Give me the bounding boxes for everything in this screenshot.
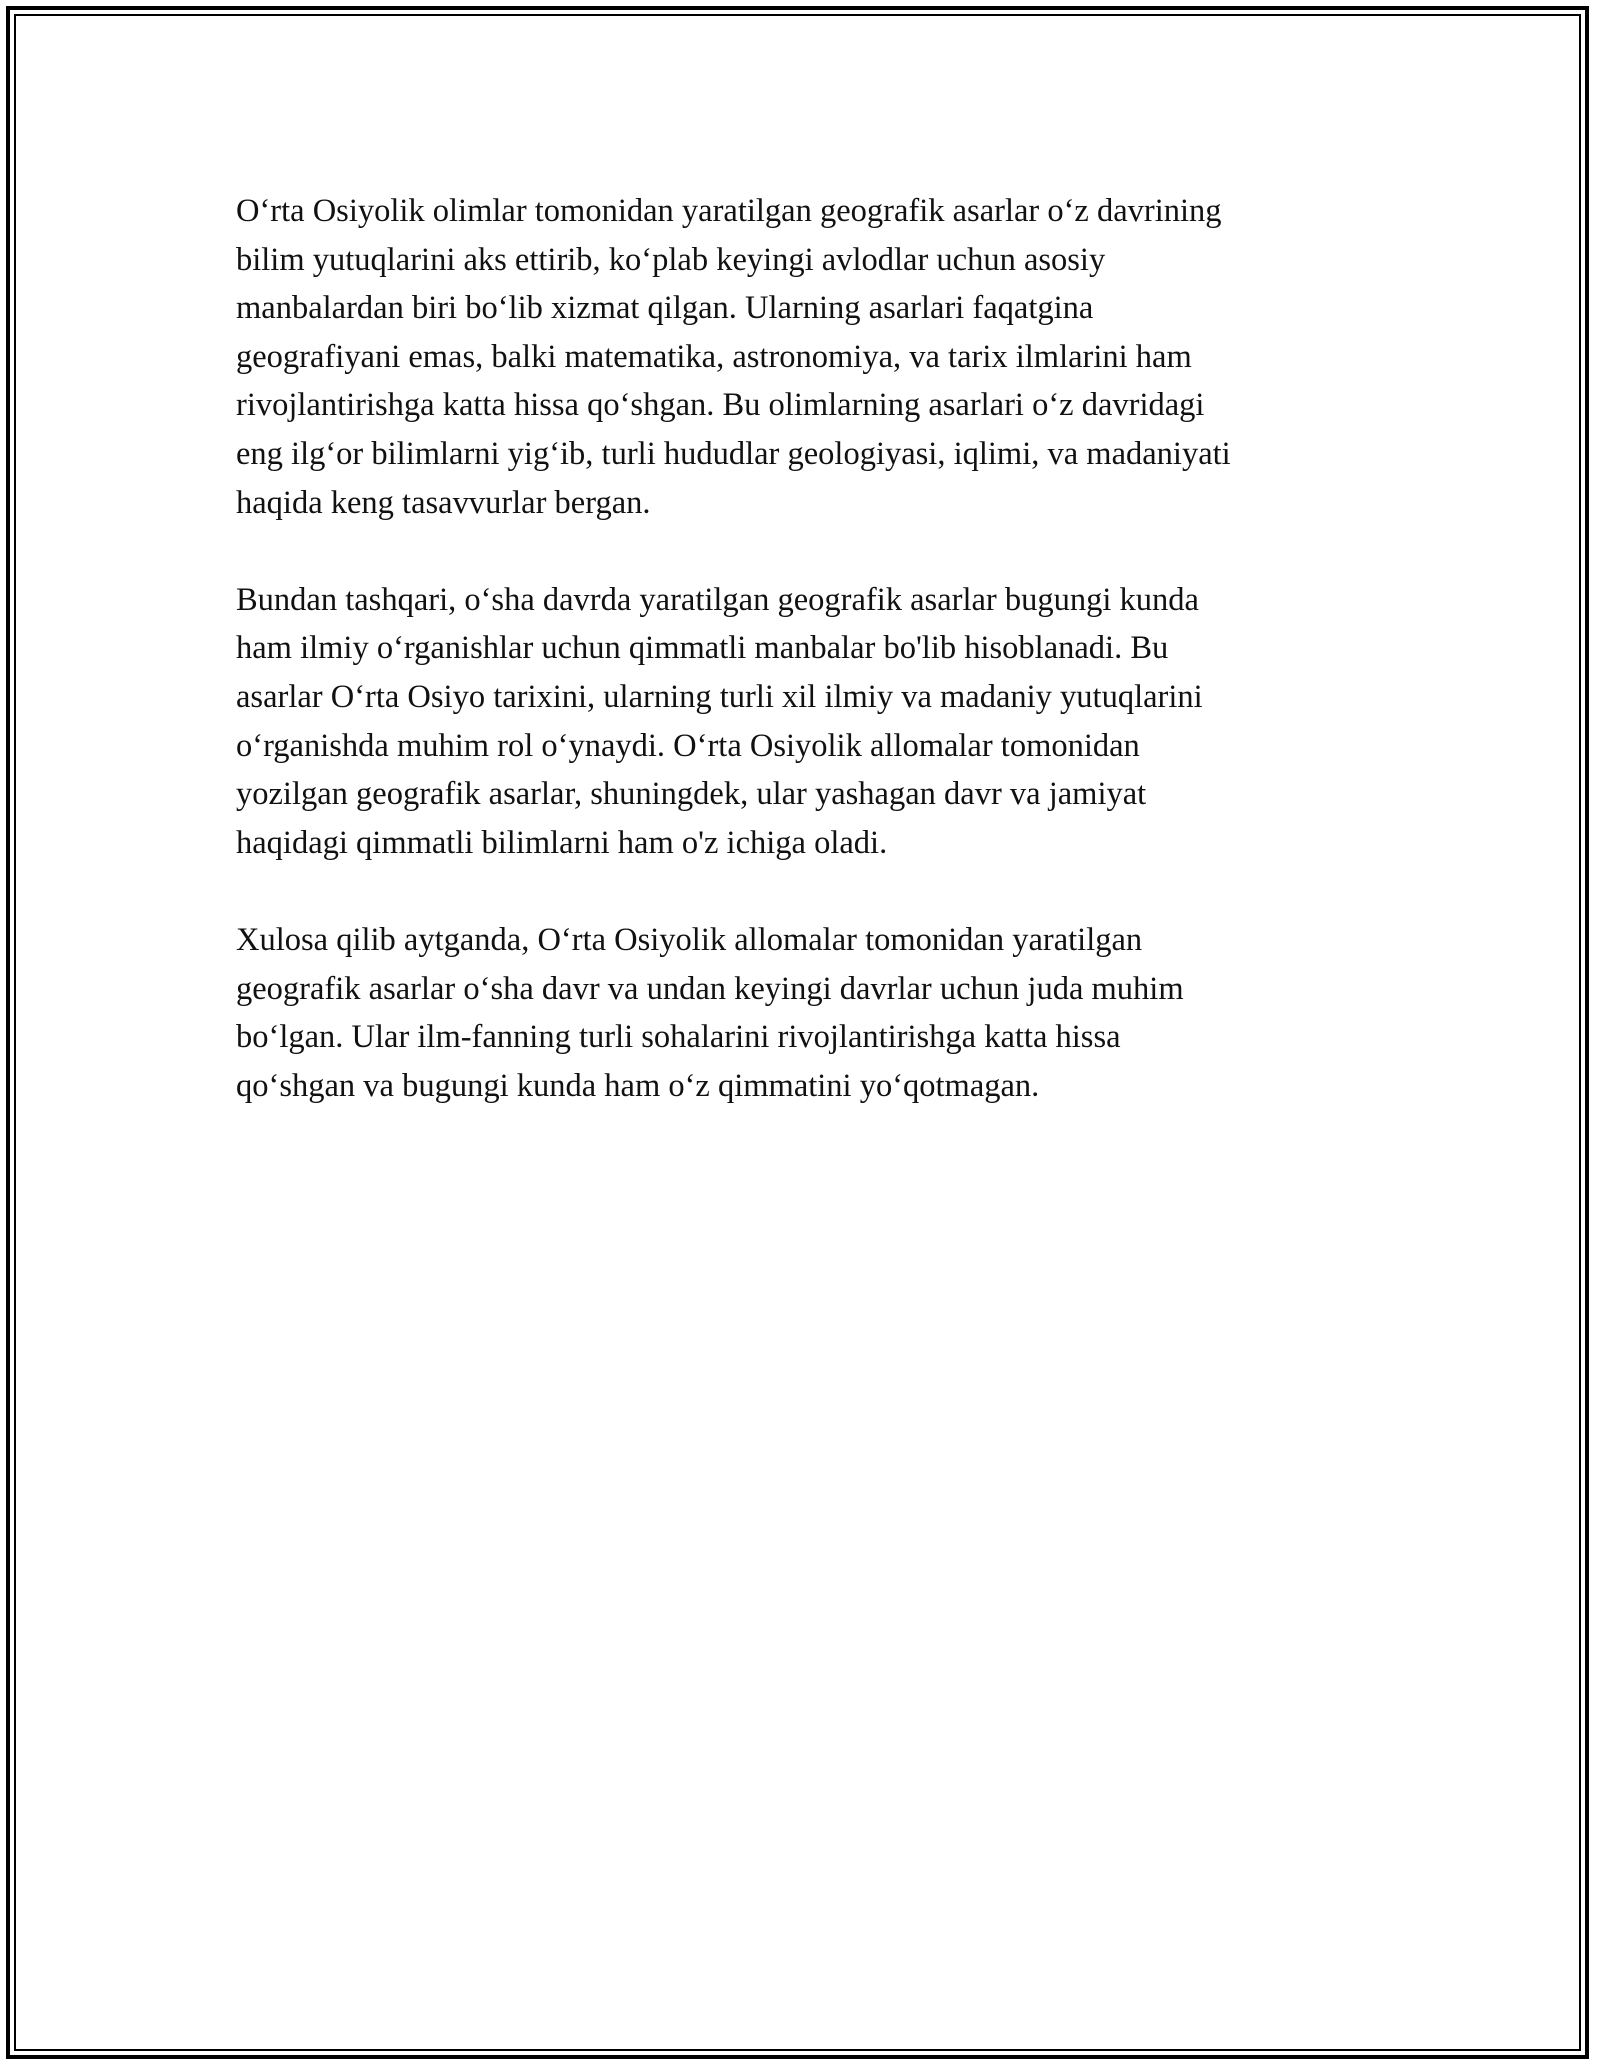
paragraph-1: O‘rta Osiyolik olimlar tomonidan yaratilgan geografik asarlar o‘z davrining bilim yutuqlarini aks ettirib, ko‘plab keyingi avlodlar uchun asosiy manbalardan biri bo‘lib xizmat qilgan. Ularning asarlari faqatgina geografiyani emas, balki matematika, astronomiya, va tarix ilmlarini ham rivojlantirishga katta hissa qo‘shgan. Bu olimlarning asarlari o‘z davridagi eng ilg‘or bilimlarni yig‘ib, turli hududlar geologiyasi, iqlimi, va madaniyati haqida keng tasavvurlar bergan. bbox=[236, 193, 1231, 521]
document-body bbox=[236, 187, 1366, 1159]
paragraph-2: Bundan tashqari, o‘sha davrda yaratilgan geografik asarlar bugungi kunda ham ilmiy o‘rganishlar uchun qimmatli manbalar bo'lib hisoblanadi. Bu asarlar O‘rta Osiyo tarixini, ularning turli xil ilmiy va madaniy yutuqlarini o‘rganishda muhim rol o‘ynaydi. O‘rta Osiyolik allomalar tomonidan yozilgan geografik asarlar, shuningdek, ular yashagan davr va jamiyat haqidagi qimmatli bilimlarni ham o'z ichiga oladi. bbox=[236, 581, 1203, 861]
paragraph-3: Xulosa qilib aytganda, O‘rta Osiyolik allomalar tomonidan yaratilgan geografik asarlar o‘sha davr va undan keyingi davrlar uchun juda muhim bo‘lgan. Ular ilm-fanning turli sohalarini rivojlantirishga katta hissa qo‘shgan va bugungi kunda ham o‘z qimmatini yo‘qotmagan. bbox=[236, 921, 1184, 1104]
